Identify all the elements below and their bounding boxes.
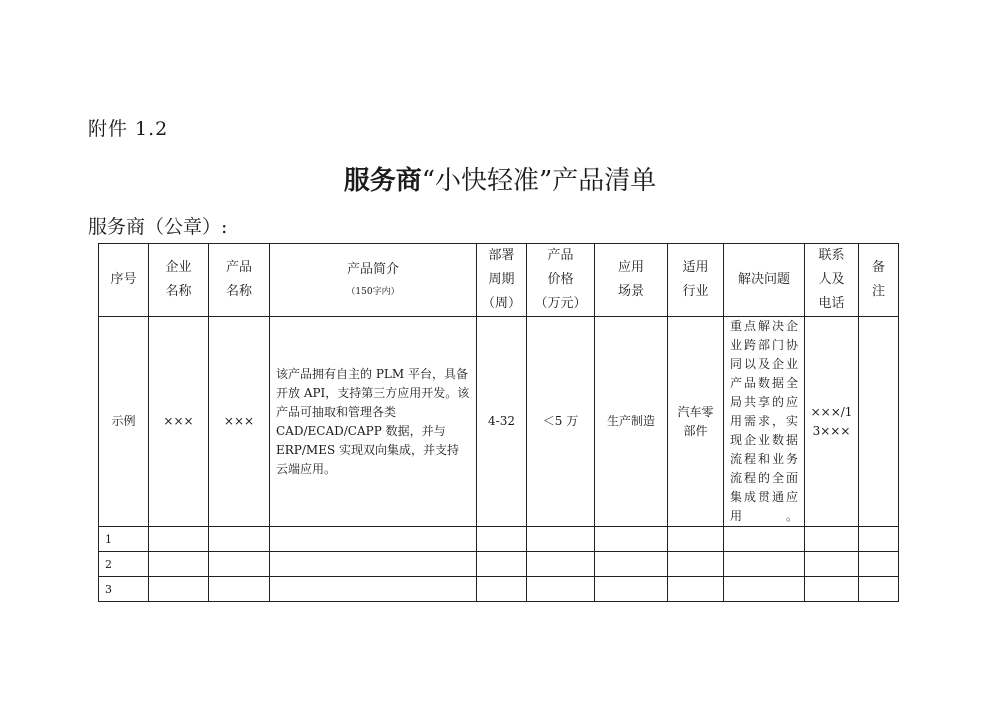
example-scene: 生产制造 — [595, 317, 668, 527]
row-number: 2 — [99, 552, 149, 577]
header-remark: 备 注 — [859, 244, 899, 317]
table-cell[interactable] — [805, 527, 859, 552]
title-rest: “小快轻准”产品清单 — [421, 166, 657, 196]
header-seq: 序号 — [99, 244, 149, 317]
table-cell[interactable] — [477, 577, 527, 602]
example-deploy: 4-32 — [477, 317, 527, 527]
table-cell[interactable] — [149, 552, 209, 577]
table-cell[interactable] — [527, 527, 595, 552]
table-cell[interactable] — [595, 552, 668, 577]
example-product: ××× — [209, 317, 270, 527]
table-row — [99, 527, 899, 552]
table-cell[interactable] — [595, 527, 668, 552]
header-deploy: 部署 周期 （周） — [477, 244, 527, 317]
table-cell[interactable] — [805, 577, 859, 602]
table-cell[interactable] — [668, 577, 724, 602]
row-number: 3 — [99, 577, 149, 602]
example-seq: 示例 — [99, 317, 149, 527]
header-industry: 适用 行业 — [668, 244, 724, 317]
table-cell[interactable] — [270, 527, 477, 552]
table-cell[interactable] — [859, 577, 899, 602]
provider-label: 服务商（公章）: — [88, 216, 228, 238]
table-cell[interactable] — [209, 527, 270, 552]
table-cell[interactable] — [859, 527, 899, 552]
table-cell[interactable] — [805, 552, 859, 577]
table-cell[interactable] — [668, 552, 724, 577]
table-cell[interactable] — [527, 552, 595, 577]
example-solve: 重点解决企业跨部门协同以及企业产品数据全局共享的应用需求，实现企业数据流程和业务流程的全面集成贯通应用。 — [724, 317, 805, 527]
table-row — [99, 577, 899, 602]
title-bold: 服务商 — [343, 166, 422, 196]
header-row — [99, 244, 899, 317]
table-cell[interactable] — [724, 577, 805, 602]
attachment-label: 附件 1.2 — [88, 118, 169, 140]
table-cell[interactable] — [668, 527, 724, 552]
table-cell[interactable] — [209, 552, 270, 577]
example-contact: ×××/13××× — [805, 317, 859, 527]
product-list-table — [98, 243, 899, 602]
example-remark — [859, 317, 899, 527]
header-solve: 解决问题 — [724, 244, 805, 317]
header-product: 产品 名称 — [209, 244, 270, 317]
table-cell[interactable] — [477, 527, 527, 552]
example-company: ××× — [149, 317, 209, 527]
table-cell[interactable] — [477, 552, 527, 577]
header-company: 企业 名称 — [149, 244, 209, 317]
page-title — [0, 160, 1000, 197]
table-cell[interactable] — [209, 577, 270, 602]
header-scene: 应用 场景 — [595, 244, 668, 317]
table-cell[interactable] — [859, 552, 899, 577]
table-cell[interactable] — [149, 577, 209, 602]
table-cell[interactable] — [724, 527, 805, 552]
example-row — [99, 317, 899, 527]
header-intro: 产品简介 （150字内） — [270, 244, 477, 317]
table-cell[interactable] — [270, 552, 477, 577]
table-cell[interactable] — [724, 552, 805, 577]
example-intro: 该产品拥有自主的 PLM 平台，具备开放 API，支持第三方应用开发。该产品可抽取和管理各类 CAD/ECAD/CAPP 数据，并与 ERP/MES 实现双向集成，并支持云端应用。 — [270, 317, 477, 527]
table-cell[interactable] — [149, 527, 209, 552]
table-cell[interactable] — [527, 577, 595, 602]
header-contact: 联系 人及 电话 — [805, 244, 859, 317]
table-cell[interactable] — [595, 577, 668, 602]
example-price: ＜5 万 — [527, 317, 595, 527]
table-row — [99, 552, 899, 577]
example-industry: 汽车零部件 — [668, 317, 724, 527]
table-cell[interactable] — [270, 577, 477, 602]
row-number: 1 — [99, 527, 149, 552]
header-price: 产品 价格 （万元） — [527, 244, 595, 317]
